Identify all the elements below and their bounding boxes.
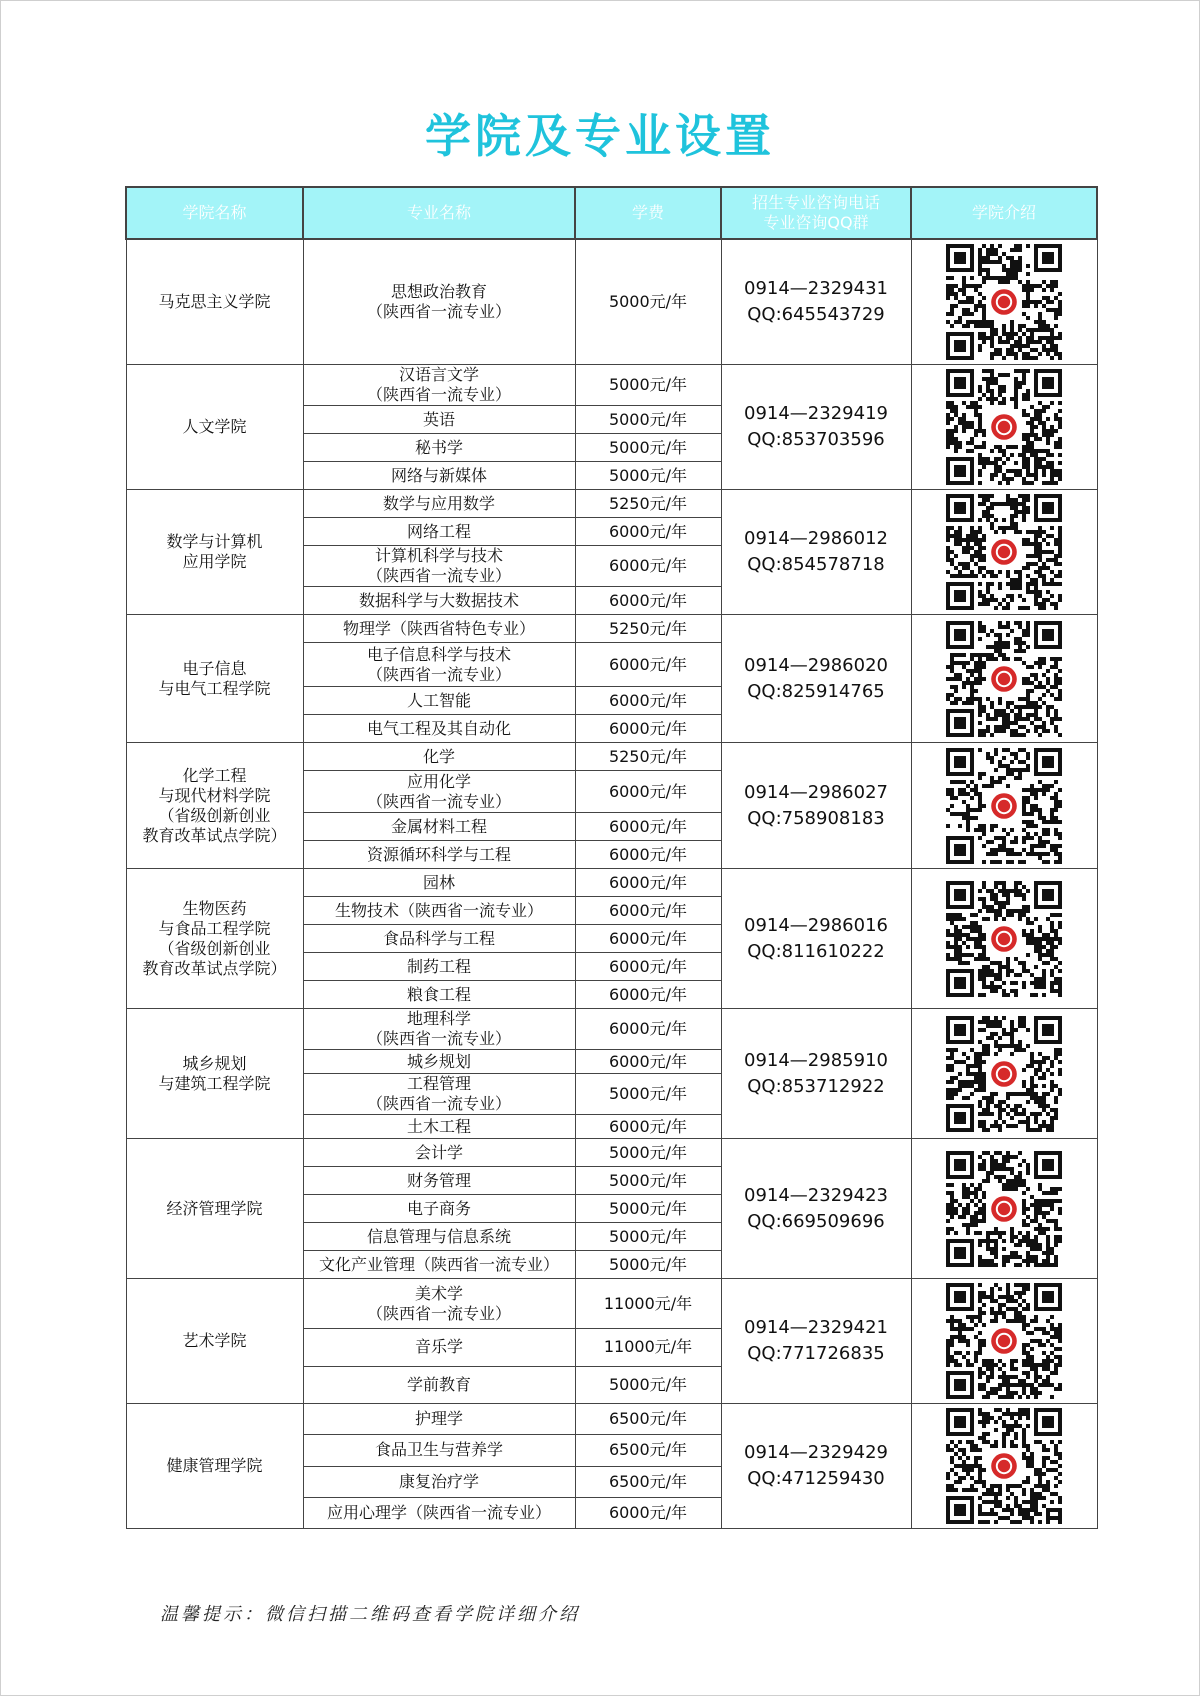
contact-info bbox=[721, 365, 911, 490]
tuition-fee: 6000元/年 bbox=[575, 1009, 721, 1050]
phone-number: 0914—2329421 bbox=[744, 1317, 888, 1338]
header-contact: 招生专业咨询电话 专业咨询QQ群 bbox=[721, 187, 911, 239]
qq-group: QQ:758908183 bbox=[747, 807, 885, 829]
major-name: 资源循环科学与工程 bbox=[303, 841, 575, 869]
tuition-fee: 6000元/年 bbox=[575, 925, 721, 953]
phone-number: 0914—2986027 bbox=[744, 781, 888, 803]
table-row bbox=[126, 869, 1097, 897]
major-name: 物理学（陕西省特色专业） bbox=[303, 615, 575, 643]
qq-group: QQ:669509696 bbox=[747, 1210, 885, 1232]
major-name: 工程管理 （陕西省一流专业） bbox=[303, 1074, 575, 1115]
header-major: 专业名称 bbox=[303, 187, 575, 239]
qq-group: QQ:853703596 bbox=[747, 429, 885, 450]
table-row bbox=[126, 615, 1097, 643]
qq-group: QQ:854578718 bbox=[747, 554, 885, 575]
major-name: 应用化学 （陕西省一流专业） bbox=[303, 771, 575, 813]
tuition-fee: 5250元/年 bbox=[575, 743, 721, 771]
table-row bbox=[126, 239, 1097, 365]
tuition-fee: 6000元/年 bbox=[575, 587, 721, 615]
college-qr-cell bbox=[911, 490, 1097, 615]
header-fee: 学费 bbox=[575, 187, 721, 239]
major-name: 网络工程 bbox=[303, 518, 575, 546]
major-name: 信息管理与信息系统 bbox=[303, 1223, 575, 1251]
tuition-fee: 6000元/年 bbox=[575, 841, 721, 869]
tuition-fee: 6000元/年 bbox=[575, 869, 721, 897]
tuition-fee: 6000元/年 bbox=[575, 897, 721, 925]
qq-group: QQ:853712922 bbox=[747, 1075, 885, 1097]
contact-info bbox=[721, 239, 911, 365]
tuition-fee: 6000元/年 bbox=[575, 643, 721, 687]
major-name: 电子商务 bbox=[303, 1195, 575, 1223]
contact-info bbox=[721, 743, 911, 869]
contact-info bbox=[721, 1404, 911, 1529]
major-name: 化学 bbox=[303, 743, 575, 771]
major-name: 秘书学 bbox=[303, 434, 575, 462]
table-row bbox=[126, 490, 1097, 518]
phone-number: 0914—2329419 bbox=[744, 403, 888, 424]
college-qr-cell bbox=[911, 1404, 1097, 1529]
college-qr-cell bbox=[911, 239, 1097, 365]
phone-number: 0914—2985910 bbox=[744, 1049, 888, 1071]
contact-info bbox=[721, 1009, 911, 1139]
tuition-fee: 6000元/年 bbox=[575, 715, 721, 743]
major-name: 音乐学 bbox=[303, 1329, 575, 1367]
major-name: 金属材料工程 bbox=[303, 813, 575, 841]
college-name: 人文学院 bbox=[126, 365, 303, 490]
phone-number: 0914—2986012 bbox=[744, 528, 888, 549]
qr-code-icon bbox=[946, 494, 1062, 610]
tuition-fee: 6000元/年 bbox=[575, 687, 721, 715]
major-name: 食品卫生与营养学 bbox=[303, 1435, 575, 1466]
table-row bbox=[126, 743, 1097, 771]
qr-code-icon bbox=[946, 748, 1062, 864]
major-name: 电子信息科学与技术 （陕西省一流专业） bbox=[303, 643, 575, 687]
major-name: 生物技术（陕西省一流专业） bbox=[303, 897, 575, 925]
major-name: 思想政治教育 （陕西省一流专业） bbox=[303, 239, 575, 365]
table-row bbox=[126, 1404, 1097, 1435]
header-qr: 学院介绍 bbox=[911, 187, 1097, 239]
major-name: 文化产业管理（陕西省一流专业） bbox=[303, 1251, 575, 1279]
tuition-fee: 6500元/年 bbox=[575, 1404, 721, 1435]
qr-code-icon bbox=[946, 1016, 1062, 1132]
tuition-fee: 6000元/年 bbox=[575, 813, 721, 841]
college-name: 电子信息 与电气工程学院 bbox=[126, 615, 303, 743]
tuition-fee: 6000元/年 bbox=[575, 1050, 721, 1074]
major-name: 学前教育 bbox=[303, 1366, 575, 1404]
college-name: 马克思主义学院 bbox=[126, 239, 303, 365]
major-name: 财务管理 bbox=[303, 1167, 575, 1195]
tuition-fee: 6000元/年 bbox=[575, 953, 721, 981]
qr-code-icon bbox=[946, 369, 1062, 485]
major-name: 应用心理学（陕西省一流专业） bbox=[303, 1497, 575, 1528]
college-name: 艺术学院 bbox=[126, 1279, 303, 1404]
college-qr-cell bbox=[911, 743, 1097, 869]
college-qr-cell bbox=[911, 365, 1097, 490]
major-name: 人工智能 bbox=[303, 687, 575, 715]
tuition-fee: 5000元/年 bbox=[575, 1139, 721, 1167]
tuition-fee: 6000元/年 bbox=[575, 1115, 721, 1139]
major-name: 会计学 bbox=[303, 1139, 575, 1167]
contact-info bbox=[721, 1279, 911, 1404]
college-name: 生物医药 与食品工程学院 （省级创新创业 教育改革试点学院） bbox=[126, 869, 303, 1009]
tuition-fee: 5000元/年 bbox=[575, 1251, 721, 1279]
tuition-fee: 5000元/年 bbox=[575, 1366, 721, 1404]
tuition-fee: 5000元/年 bbox=[575, 434, 721, 462]
tuition-fee: 5000元/年 bbox=[575, 462, 721, 490]
major-name: 康复治疗学 bbox=[303, 1466, 575, 1497]
college-qr-cell bbox=[911, 1009, 1097, 1139]
college-qr-cell bbox=[911, 1139, 1097, 1279]
qr-code-icon bbox=[946, 1283, 1062, 1399]
tuition-fee: 5000元/年 bbox=[575, 1167, 721, 1195]
major-name: 英语 bbox=[303, 406, 575, 434]
contact-info bbox=[721, 869, 911, 1009]
table-row bbox=[126, 1279, 1097, 1329]
qr-code-icon bbox=[946, 1151, 1062, 1267]
major-name: 计算机科学与技术 （陕西省一流专业） bbox=[303, 546, 575, 587]
college-name: 健康管理学院 bbox=[126, 1404, 303, 1529]
table-body bbox=[126, 239, 1097, 1529]
tuition-fee: 5000元/年 bbox=[575, 1074, 721, 1115]
major-name: 数据科学与大数据技术 bbox=[303, 587, 575, 615]
college-name: 数学与计算机 应用学院 bbox=[126, 490, 303, 615]
tuition-fee: 6500元/年 bbox=[575, 1466, 721, 1497]
table-row bbox=[126, 365, 1097, 406]
tuition-fee: 5000元/年 bbox=[575, 1195, 721, 1223]
tuition-fee: 6000元/年 bbox=[575, 546, 721, 587]
major-name: 食品科学与工程 bbox=[303, 925, 575, 953]
page-title: 学院及专业设置 bbox=[425, 109, 775, 163]
tuition-fee: 5000元/年 bbox=[575, 1223, 721, 1251]
major-name: 制药工程 bbox=[303, 953, 575, 981]
major-name: 电气工程及其自动化 bbox=[303, 715, 575, 743]
qr-code-icon bbox=[946, 244, 1062, 360]
contact-info bbox=[721, 615, 911, 743]
tuition-fee: 6000元/年 bbox=[575, 1497, 721, 1528]
table-row bbox=[126, 1009, 1097, 1050]
major-name: 美术学 （陕西省一流专业） bbox=[303, 1279, 575, 1329]
contact-info bbox=[721, 1139, 911, 1279]
major-name: 护理学 bbox=[303, 1404, 575, 1435]
college-qr-cell bbox=[911, 1279, 1097, 1404]
major-name: 城乡规划 bbox=[303, 1050, 575, 1074]
college-name: 经济管理学院 bbox=[126, 1139, 303, 1279]
tuition-fee: 5250元/年 bbox=[575, 615, 721, 643]
major-name: 网络与新媒体 bbox=[303, 462, 575, 490]
major-name: 粮食工程 bbox=[303, 981, 575, 1009]
phone-number: 0914—2986020 bbox=[744, 654, 888, 676]
qr-code-icon bbox=[946, 621, 1062, 737]
table-header-row bbox=[126, 187, 1097, 239]
tuition-fee: 6000元/年 bbox=[575, 771, 721, 813]
college-name: 城乡规划 与建筑工程学院 bbox=[126, 1009, 303, 1139]
major-name: 地理科学 （陕西省一流专业） bbox=[303, 1009, 575, 1050]
phone-number: 0914—2329423 bbox=[744, 1184, 888, 1206]
college-qr-cell bbox=[911, 869, 1097, 1009]
major-name: 园林 bbox=[303, 869, 575, 897]
tuition-fee: 5000元/年 bbox=[575, 406, 721, 434]
tuition-fee: 6500元/年 bbox=[575, 1435, 721, 1466]
phone-number: 0914—2986016 bbox=[744, 914, 888, 936]
qq-group: QQ:645543729 bbox=[747, 304, 885, 325]
tuition-fee: 6000元/年 bbox=[575, 981, 721, 1009]
tuition-fee: 11000元/年 bbox=[575, 1279, 721, 1329]
qq-group: QQ:771726835 bbox=[747, 1343, 885, 1364]
major-name: 土木工程 bbox=[303, 1115, 575, 1139]
qr-code-icon bbox=[946, 881, 1062, 997]
qr-code-icon bbox=[946, 1408, 1062, 1524]
phone-number: 0914—2329431 bbox=[744, 278, 888, 299]
tuition-fee: 5000元/年 bbox=[575, 239, 721, 365]
footer-note: 温馨提示：微信扫描二维码查看学院详细介绍 bbox=[160, 1604, 580, 1625]
header-college: 学院名称 bbox=[126, 187, 303, 239]
tuition-fee: 5000元/年 bbox=[575, 365, 721, 406]
qq-group: QQ:811610222 bbox=[747, 940, 885, 962]
table-row bbox=[126, 1139, 1097, 1167]
college-table bbox=[125, 186, 1098, 1529]
major-name: 汉语言文学 （陕西省一流专业） bbox=[303, 365, 575, 406]
phone-number: 0914—2329429 bbox=[744, 1442, 888, 1463]
qq-group: QQ:825914765 bbox=[747, 680, 885, 702]
college-name: 化学工程 与现代材料学院 （省级创新创业 教育改革试点学院） bbox=[126, 743, 303, 869]
major-name: 数学与应用数学 bbox=[303, 490, 575, 518]
qq-group: QQ:471259430 bbox=[747, 1468, 885, 1489]
tuition-fee: 5250元/年 bbox=[575, 490, 721, 518]
tuition-fee: 11000元/年 bbox=[575, 1329, 721, 1367]
college-qr-cell bbox=[911, 615, 1097, 743]
contact-info bbox=[721, 490, 911, 615]
tuition-fee: 6000元/年 bbox=[575, 518, 721, 546]
